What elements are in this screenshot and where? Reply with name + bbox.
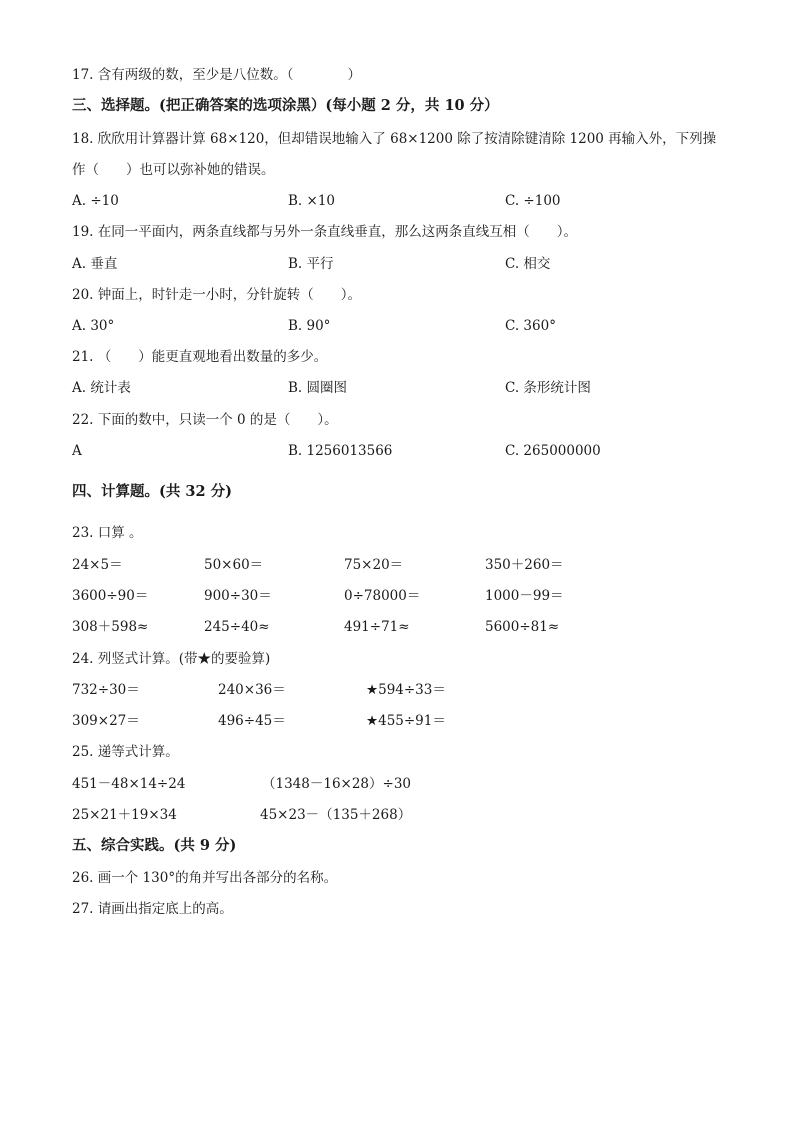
step-calc-item: 25×21＋19×34 — [72, 807, 177, 823]
question-25-title: 25. 递等式计算。 — [72, 744, 179, 760]
question-22-options — [0, 442, 794, 460]
vertical-calc-item: ★455÷91＝ — [366, 713, 446, 729]
question-19: 19. 在同一平面内，两条直线都与另外一条直线垂直，那么这两条直线互相（ ）。 — [72, 224, 578, 240]
vertical-calc-item: ★594÷33＝ — [366, 682, 446, 698]
mental-math-row — [0, 587, 794, 605]
option-a[interactable]: A. 统计表 — [72, 380, 131, 396]
option-b[interactable]: B. 平行 — [288, 256, 334, 272]
option-a[interactable]: A. 30° — [72, 318, 115, 334]
option-c[interactable]: C. 条形统计图 — [505, 380, 591, 396]
question-23-title: 23. 口算 。 — [72, 525, 143, 541]
vertical-calc-row — [0, 712, 794, 730]
mental-math-item: 350＋260＝ — [485, 557, 564, 573]
option-a[interactable]: A. 垂直 — [72, 256, 118, 272]
mental-math-item: 0÷78000＝ — [344, 588, 421, 604]
mental-math-item: 1000－99＝ — [485, 588, 564, 604]
option-c[interactable]: C. 265000000 — [505, 443, 601, 459]
option-a[interactable]: A. ÷10 — [72, 193, 119, 209]
question-20-options — [0, 317, 794, 335]
mental-math-item: 24×5＝ — [72, 557, 123, 573]
question-24-title: 24. 列竖式计算。(带★的要验算) — [72, 651, 271, 667]
question-22: 22. 下面的数中，只读一个 0 的是（ ）。 — [72, 412, 338, 428]
mental-math-item: 5600÷81≈ — [485, 619, 560, 635]
option-b[interactable]: B. 圆圈图 — [288, 380, 348, 396]
question-19-options — [0, 255, 794, 273]
mental-math-item: 308＋598≈ — [72, 619, 149, 635]
question-18-line1: 18. 欣欣用计算器计算 68×120，但却错误地输入了 68×1200 除了按清除键清除 1200 再输入外，下列操 — [72, 131, 717, 147]
option-c[interactable]: C. 360° — [505, 318, 556, 334]
option-b[interactable]: B. 90° — [288, 318, 331, 334]
option-b[interactable]: B. 1256013566 — [288, 443, 393, 459]
mental-math-item: 491÷71≈ — [344, 619, 410, 635]
question-17: 17. 含有两级的数，至少是八位数。（ ） — [72, 67, 362, 83]
mental-math-item: 50×60＝ — [204, 557, 264, 573]
section-5-title: 五、综合实践。(共 9 分) — [72, 837, 237, 854]
question-20: 20. 钟面上，时针走一小时，分针旋转（ ）。 — [72, 287, 362, 303]
mental-math-item: 900÷30＝ — [204, 588, 272, 604]
question-21-options — [0, 379, 794, 397]
vertical-calc-item: 309×27＝ — [72, 713, 140, 729]
option-b[interactable]: B. ×10 — [288, 193, 335, 209]
question-27: 27. 请画出指定底上的高。 — [72, 901, 233, 917]
step-calc-row — [0, 806, 794, 824]
step-calc-item: 451－48×14÷24 — [72, 776, 186, 792]
vertical-calc-item: 496÷45＝ — [218, 713, 286, 729]
question-21: 21. （ ）能更直观地看出数量的多少。 — [72, 349, 328, 365]
option-c[interactable]: C. 相交 — [505, 256, 551, 272]
step-calc-row — [0, 775, 794, 793]
vertical-calc-row — [0, 681, 794, 699]
option-c[interactable]: C. ÷100 — [505, 193, 561, 209]
question-18-options — [0, 192, 794, 210]
mental-math-row — [0, 618, 794, 636]
mental-math-item: 245÷40≈ — [204, 619, 270, 635]
vertical-calc-item: 732÷30＝ — [72, 682, 140, 698]
mental-math-item: 3600÷90＝ — [72, 588, 149, 604]
step-calc-item: 45×23－（135＋268） — [260, 807, 412, 823]
option-a[interactable]: A — [72, 443, 82, 459]
section-4-title: 四、计算题。(共 32 分) — [72, 483, 232, 500]
mental-math-row — [0, 556, 794, 574]
mental-math-item: 75×20＝ — [344, 557, 404, 573]
question-26: 26. 画一个 130°的角并写出各部分的名称。 — [72, 870, 338, 886]
section-3-title: 三、选择题。(把正确答案的选项涂黑）(每小题 2 分，共 10 分） — [72, 97, 499, 114]
step-calc-item: （1348－16×28）÷30 — [262, 776, 412, 792]
vertical-calc-item: 240×36＝ — [218, 682, 286, 698]
question-18-line2: 作（ ）也可以弥补她的错误。 — [72, 162, 275, 178]
